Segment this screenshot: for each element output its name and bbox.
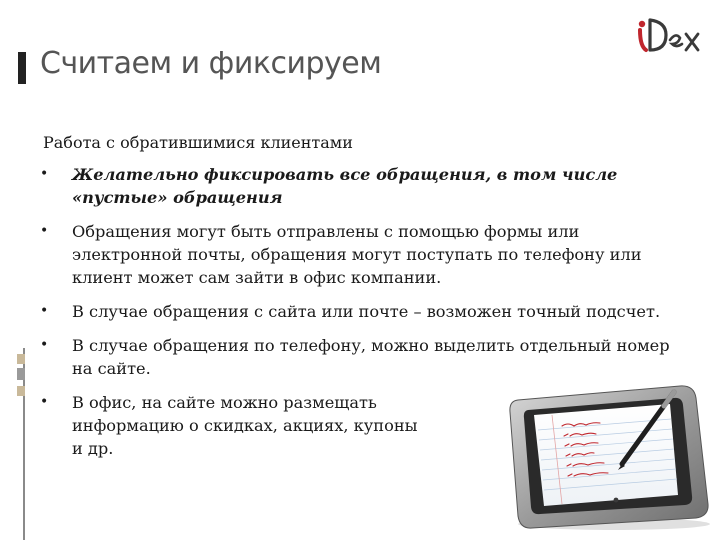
left-decor-block-tan: [17, 354, 25, 364]
bullet-marker: •: [40, 166, 49, 182]
bullet-marker: •: [40, 223, 49, 239]
left-decor-block-tan-2: [17, 386, 25, 396]
idex-logo: [636, 10, 712, 56]
bullet-text: В случае обращения с сайта или почте – возможен точный подсчет.: [72, 302, 661, 321]
bullet-item-1: [40, 163, 680, 209]
bullet-text: Обращения могут быть отправлены с помощью формы или электронной почты, обращения могут поступать по телефону или клиент может сам зайти в офис компании.: [72, 222, 642, 287]
bullet-marker: •: [40, 394, 49, 410]
bullet-item-4: [40, 334, 680, 380]
title-marker: [18, 52, 26, 84]
bullet-item-3: [40, 300, 680, 323]
bullet-marker: •: [40, 337, 49, 353]
bullet-text: В офис, на сайте можно размещать информацию о скидках, акциях, купоны и др.: [72, 393, 418, 458]
bullet-marker: •: [40, 303, 49, 319]
bullet-text: Желательно фиксировать все обращения, в том числе «пустые» обращения: [72, 165, 618, 207]
bullet-item-2: [40, 220, 680, 289]
bullet-text: В случае обращения по телефону, можно выделить отдельный номер на сайте.: [72, 336, 670, 378]
section-subtitle: Работа с обратившимися клиентами: [43, 133, 353, 152]
left-decor-block-gray: [17, 368, 25, 380]
page-title: Считаем и фиксируем: [40, 46, 382, 81]
tablet-illustration: [504, 378, 712, 530]
bullet-item-5: [40, 391, 432, 460]
